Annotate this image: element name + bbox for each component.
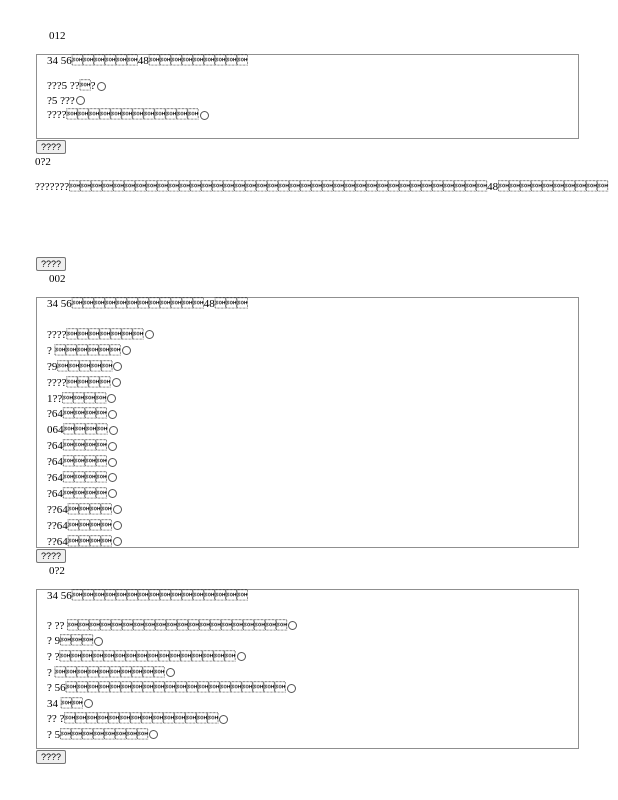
radio-option[interactable] (47, 618, 568, 634)
radio-option-label: ??64 (47, 519, 112, 532)
radio-button[interactable] (108, 458, 117, 467)
radio-option-label: ? ? (47, 650, 236, 663)
submit-button-2[interactable]: ???? (36, 257, 66, 271)
radio-button[interactable] (113, 362, 122, 371)
radio-option-label: ? 56 (47, 682, 286, 695)
radio-option[interactable] (47, 94, 568, 109)
question-fieldset-1 (36, 54, 579, 139)
radio-button[interactable] (109, 426, 118, 435)
radio-button[interactable] (112, 378, 121, 387)
radio-option-label: ?64 (47, 440, 107, 453)
radio-option[interactable] (47, 359, 568, 375)
radio-option[interactable] (47, 108, 568, 123)
radio-option[interactable] (47, 438, 568, 454)
radio-option[interactable] (47, 665, 568, 681)
radio-option[interactable] (47, 454, 568, 470)
radio-button[interactable] (166, 668, 175, 677)
radio-option-label: ???? (47, 328, 144, 341)
radio-option-label: ???5 ??? (47, 80, 96, 93)
submit-button-4[interactable]: ???? (36, 750, 66, 764)
radio-option[interactable] (47, 534, 568, 550)
radio-button[interactable] (237, 652, 246, 661)
radio-option-label: 34  (47, 697, 83, 710)
radio-option[interactable] (47, 518, 568, 534)
radio-option-label: ?64 (47, 456, 107, 469)
radio-option[interactable] (47, 422, 568, 438)
radio-option[interactable] (47, 727, 568, 743)
radio-option-label: ?64 (47, 408, 107, 421)
radio-option-label: ?? ? (47, 713, 219, 726)
radio-option[interactable] (47, 327, 568, 343)
radio-option-label: ? 5 (47, 728, 149, 741)
fieldset-legend-1: 34 5648 (47, 55, 248, 67)
radio-button[interactable] (219, 715, 228, 724)
fieldset-legend-3: 34 56 (47, 590, 248, 602)
fieldset-legend-2: 34 5648 (47, 298, 248, 310)
radio-button[interactable] (122, 346, 131, 355)
section-title-3: 0?2 (49, 565, 65, 577)
radio-option-label: ??64 (47, 503, 112, 516)
radio-button[interactable] (108, 473, 117, 482)
radio-option[interactable] (47, 680, 568, 696)
radio-option[interactable] (47, 343, 568, 359)
radio-button[interactable] (113, 505, 122, 514)
radio-button[interactable] (94, 637, 103, 646)
radio-option-label: ?  (47, 344, 121, 357)
radio-option[interactable] (47, 375, 568, 391)
radio-option[interactable] (47, 406, 568, 422)
question-fieldset-2 (36, 297, 579, 548)
radio-button[interactable] (108, 442, 117, 451)
submit-button-1[interactable]: ???? (36, 140, 66, 154)
radio-button[interactable] (108, 489, 117, 498)
radio-button[interactable] (287, 684, 296, 693)
radio-button[interactable] (97, 82, 106, 91)
radio-option[interactable] (47, 634, 568, 650)
radio-option[interactable] (47, 712, 568, 728)
radio-button[interactable] (200, 111, 209, 120)
radio-option-label: 064 (47, 424, 108, 437)
radio-option-label: ???? (47, 109, 199, 122)
radio-option-label: ?64 (47, 471, 107, 484)
radio-option-label: ?9 (47, 360, 113, 373)
radio-option-label: ? ??  (47, 619, 288, 632)
radio-option-label: ? 9 (47, 635, 94, 648)
radio-button[interactable] (76, 96, 85, 105)
radio-option[interactable] (47, 470, 568, 486)
radio-option-label: ?64 (47, 487, 107, 500)
radio-option[interactable] (47, 391, 568, 407)
result-label: 0?2 (35, 156, 51, 168)
radio-button[interactable] (113, 537, 122, 546)
section-title-2: 002 (49, 273, 66, 285)
radio-button[interactable] (113, 521, 122, 530)
submit-button-3[interactable]: ???? (36, 549, 66, 563)
result-text: ???????48 (35, 181, 609, 193)
radio-option[interactable] (47, 696, 568, 712)
radio-option[interactable] (47, 486, 568, 502)
radio-button[interactable] (108, 410, 117, 419)
radio-option-label: ???? (47, 376, 111, 389)
question-fieldset-3 (36, 589, 579, 749)
radio-option-label: ??64 (47, 535, 112, 548)
radio-option[interactable] (47, 649, 568, 665)
radio-button[interactable] (149, 730, 158, 739)
radio-option-label: ?5 ??? (47, 94, 75, 107)
radio-button[interactable] (288, 621, 297, 630)
radio-option-label: 1?? (47, 392, 107, 405)
radio-button[interactable] (107, 394, 116, 403)
radio-button[interactable] (84, 699, 93, 708)
radio-option[interactable] (47, 79, 568, 94)
section-title-1: 012 (49, 30, 66, 42)
radio-option[interactable] (47, 502, 568, 518)
radio-button[interactable] (145, 330, 154, 339)
radio-option-label: ?  (47, 666, 165, 679)
